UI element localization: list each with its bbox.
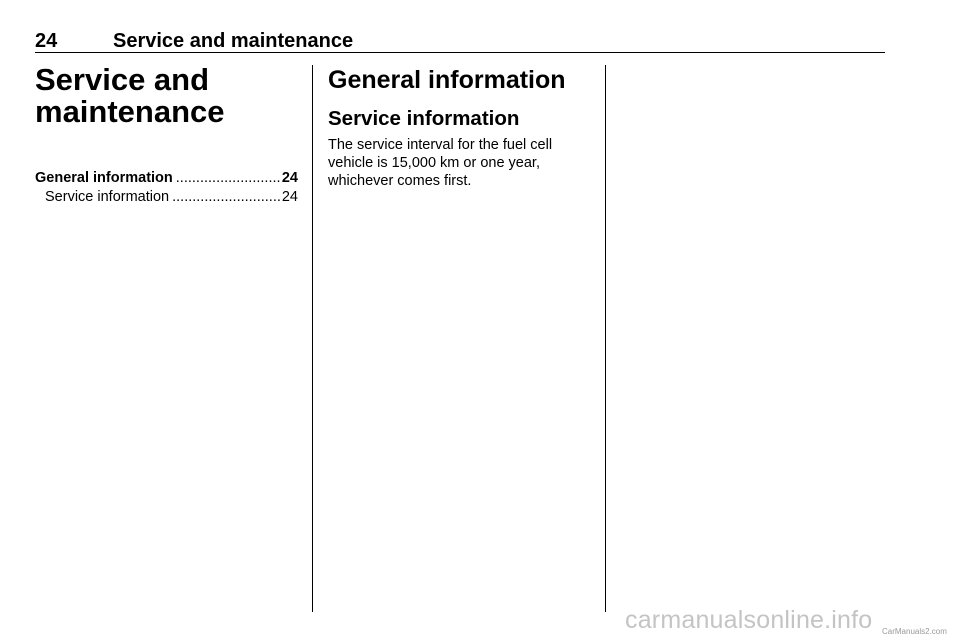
chapter-title: Service and maintenance [35, 62, 225, 129]
toc-entry-page: 24 [281, 170, 298, 186]
watermark-text: carmanualsonline.info [625, 606, 873, 634]
content-column [328, 64, 593, 190]
toc-entry-service-information[interactable] [35, 188, 298, 207]
section-title: General information [328, 66, 566, 94]
toc-entry-general-information[interactable] [35, 169, 298, 188]
column-divider [312, 65, 313, 612]
subsection-title: Service information [328, 107, 520, 130]
table-of-contents [35, 169, 298, 207]
toc-entry-label: Service information [45, 189, 170, 205]
column-divider [605, 65, 606, 612]
toc-entry-page: 24 [281, 189, 298, 205]
running-title: Service and maintenance [113, 30, 354, 52]
toc-dot-leader [173, 169, 280, 188]
body-paragraph: The service interval for the fuel cell vehicle is 15,000 km or one year, whichever comes first. [328, 137, 553, 189]
page-number: 24 [35, 30, 58, 52]
chapter-column [35, 64, 298, 207]
header-rule [35, 52, 885, 53]
toc-entry-label: General information [35, 170, 173, 186]
toc-dot-leader [169, 188, 280, 207]
page-header [35, 30, 885, 52]
watermark-small-text: CarManuals2.com [882, 627, 947, 636]
